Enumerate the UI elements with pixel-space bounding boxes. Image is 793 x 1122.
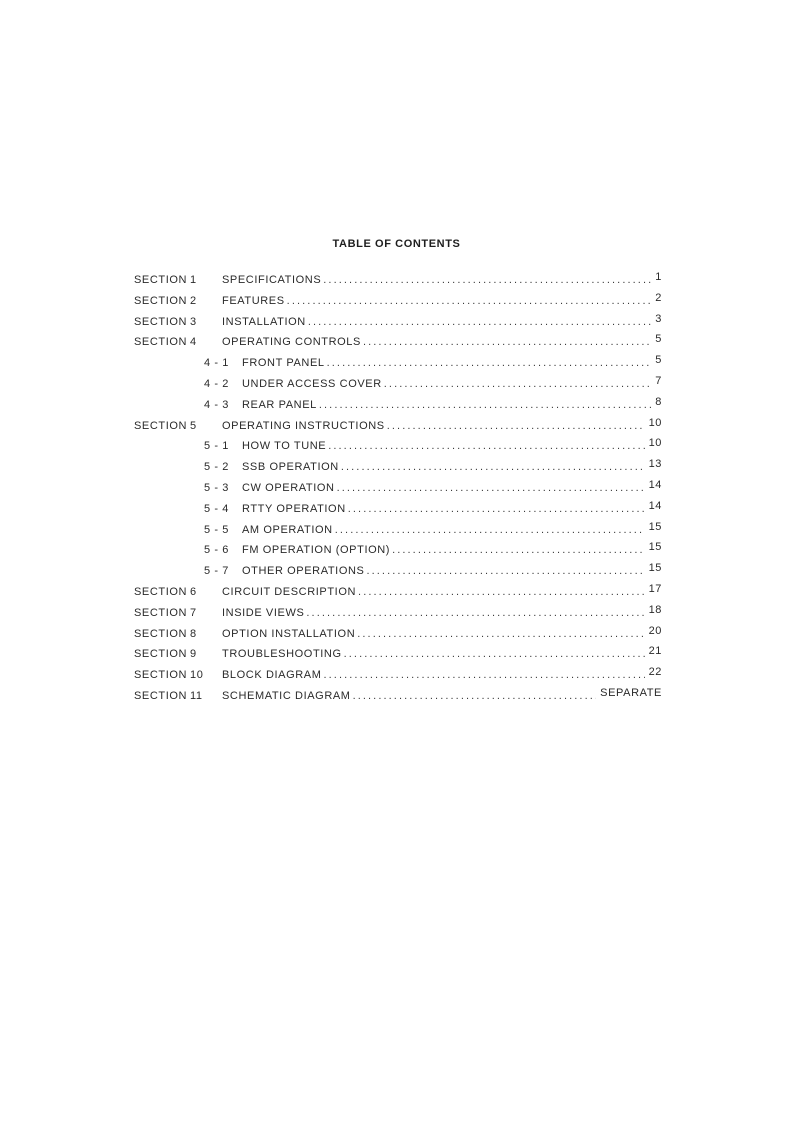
toc-dot-leader xyxy=(319,395,651,415)
toc-subsection-number: 5 - 7 xyxy=(204,565,230,578)
toc-entry xyxy=(134,540,662,561)
toc-page-number: 13 xyxy=(648,458,662,471)
toc-dot-leader xyxy=(392,540,645,560)
toc-section-number: 2 xyxy=(190,294,197,307)
toc-entry xyxy=(134,436,662,457)
toc-list xyxy=(134,270,662,707)
toc-entry-title: RTTY OPERATION xyxy=(242,502,346,515)
toc-page-number: SEPARATE xyxy=(600,686,662,699)
toc-dot-leader xyxy=(353,686,597,706)
toc-entry-title: HOW TO TUNE xyxy=(242,440,327,453)
toc-entry-line xyxy=(242,374,662,394)
toc-page-number: 20 xyxy=(648,624,662,637)
toc-dot-leader xyxy=(358,582,645,602)
toc-entry-title: OPERATING INSTRUCTIONS xyxy=(222,419,385,432)
toc-dot-leader xyxy=(363,332,651,352)
toc-section-number: 7 xyxy=(190,606,197,619)
toc-entry-title: SCHEMATIC DIAGRAM xyxy=(222,689,351,702)
toc-entry xyxy=(134,416,662,437)
toc-dot-leader xyxy=(366,561,644,581)
toc-entry-title: CIRCUIT DESCRIPTION xyxy=(222,585,357,598)
toc-entry-title: INSIDE VIEWS xyxy=(222,606,305,619)
toc-entry-line xyxy=(222,291,662,311)
toc-section-number: 3 xyxy=(190,315,197,328)
toc-section-number: 5 xyxy=(190,419,197,432)
toc-dot-leader xyxy=(328,436,644,456)
toc-dot-leader xyxy=(335,520,645,540)
toc-section-number: 8 xyxy=(190,627,197,640)
toc-entry xyxy=(134,665,662,686)
toc-entry-line xyxy=(242,540,662,560)
toc-dot-leader xyxy=(337,478,645,498)
toc-entry-title: REAR PANEL xyxy=(242,398,317,411)
toc-entry-line xyxy=(242,478,662,498)
toc-section-label: SECTION xyxy=(134,669,188,682)
toc-entry xyxy=(134,686,662,707)
toc-entry-title: CW OPERATION xyxy=(242,481,335,494)
toc-entry-title: AM OPERATION xyxy=(242,523,333,536)
toc-section-number: 1 xyxy=(190,274,197,286)
toc-entry-title: BLOCK DIAGRAM xyxy=(222,669,322,682)
toc-page-number: 15 xyxy=(648,562,662,575)
toc-subsection-number: 5 - 3 xyxy=(204,481,230,494)
toc-page-number: 17 xyxy=(648,582,662,595)
toc-page-number: 10 xyxy=(648,416,662,429)
toc-title: TABLE OF CONTENTS xyxy=(332,238,461,250)
toc-entry xyxy=(134,270,662,291)
toc-entry-line xyxy=(242,520,662,540)
toc-page-number: 21 xyxy=(648,645,662,658)
toc-section-label: SECTION xyxy=(134,648,188,661)
toc-page-number: 18 xyxy=(648,603,662,616)
toc-entry-line xyxy=(222,644,662,664)
toc-dot-leader xyxy=(341,457,645,477)
toc-dot-leader xyxy=(387,416,645,436)
toc-dot-leader xyxy=(327,353,652,373)
toc-dot-leader xyxy=(306,603,644,623)
toc-dot-leader xyxy=(384,374,652,394)
toc-entry-line xyxy=(242,499,662,519)
toc-section-label: SECTION xyxy=(134,419,188,432)
toc-entry-line xyxy=(222,582,662,602)
toc-entry-title: TROUBLESHOOTING xyxy=(222,648,342,661)
toc-entry-line xyxy=(242,353,662,373)
toc-entry xyxy=(134,582,662,603)
toc-entry-line xyxy=(242,457,662,477)
toc-dot-leader xyxy=(344,644,645,664)
toc-section-number: 9 xyxy=(190,648,197,661)
toc-section-label: SECTION xyxy=(134,274,188,286)
toc-entry xyxy=(134,561,662,582)
toc-section-label: SECTION xyxy=(134,585,188,598)
toc-dot-leader xyxy=(323,270,651,290)
toc-page-number: 14 xyxy=(648,478,662,491)
toc-entry-title: INSTALLATION xyxy=(222,315,306,328)
toc-entry xyxy=(134,624,662,645)
toc-entry-line xyxy=(222,270,662,290)
toc-entry-title: OPERATING CONTROLS xyxy=(222,336,361,349)
toc-entry xyxy=(134,520,662,541)
toc-section-number: 4 xyxy=(190,336,197,349)
toc-subsection-number: 4 - 2 xyxy=(204,377,230,390)
toc-entry-line xyxy=(222,686,662,706)
toc-dot-leader xyxy=(308,312,651,332)
toc-entry xyxy=(134,332,662,353)
toc-dot-leader xyxy=(287,291,652,311)
toc-entry-line xyxy=(222,312,662,332)
toc-subsection-number: 5 - 2 xyxy=(204,461,230,474)
toc-page-number: 10 xyxy=(648,437,662,450)
toc-section-label: SECTION xyxy=(134,689,188,702)
toc-subsection-number: 5 - 5 xyxy=(204,523,230,536)
toc-dot-leader xyxy=(357,624,644,644)
toc-section-number: 6 xyxy=(190,585,197,598)
toc-section-number: 10 xyxy=(190,669,204,682)
toc-section-label: SECTION xyxy=(134,336,188,349)
toc-entry xyxy=(134,478,662,499)
toc-entry-title: SSB OPERATION xyxy=(242,461,339,474)
toc-entry-line xyxy=(222,624,662,644)
toc-entry-title: SPECIFICATIONS xyxy=(222,274,322,286)
toc-dot-leader xyxy=(348,499,645,519)
toc-entry xyxy=(134,457,662,478)
toc-entry-title: OTHER OPERATIONS xyxy=(242,565,365,578)
toc-section-label: SECTION xyxy=(134,315,188,328)
toc-section-label: SECTION xyxy=(134,606,188,619)
toc-entry-title: FRONT PANEL xyxy=(242,357,325,370)
toc-entry-line xyxy=(222,603,662,623)
toc-entry xyxy=(134,644,662,665)
toc-entry-line xyxy=(242,561,662,581)
toc-entry-line xyxy=(242,436,662,456)
toc-entry xyxy=(134,603,662,624)
toc-page-number: 2 xyxy=(655,291,662,304)
toc-entry-title: FEATURES xyxy=(222,294,285,307)
toc-entry xyxy=(134,291,662,312)
toc-entry-line xyxy=(222,416,662,436)
toc-page-number: 5 xyxy=(655,354,662,367)
toc-entry xyxy=(134,312,662,333)
toc-entry xyxy=(134,353,662,374)
toc-page-number: 3 xyxy=(655,312,662,325)
toc-subsection-number: 5 - 4 xyxy=(204,502,230,515)
toc-subsection-number: 4 - 1 xyxy=(204,357,230,370)
toc-entry xyxy=(134,499,662,520)
toc-entry-line xyxy=(242,395,662,415)
toc-entry-title: OPTION INSTALLATION xyxy=(222,627,356,640)
toc-page-number: 15 xyxy=(648,541,662,554)
toc-section-number: 11 xyxy=(190,689,203,702)
toc-entry-line xyxy=(222,332,662,352)
toc-section-label: SECTION xyxy=(134,294,188,307)
toc-subsection-number: 5 - 6 xyxy=(204,544,230,557)
toc-entry-title: UNDER ACCESS COVER xyxy=(242,377,382,390)
toc-subsection-number: 4 - 3 xyxy=(204,398,230,411)
toc-page-number: 1 xyxy=(655,271,662,283)
toc-entry-title: FM OPERATION (OPTION) xyxy=(242,544,391,557)
toc-page-number: 8 xyxy=(655,395,662,408)
toc-entry xyxy=(134,395,662,416)
toc-page-number: 15 xyxy=(648,520,662,533)
toc-page-number: 5 xyxy=(655,333,662,346)
toc-entry xyxy=(134,374,662,395)
toc-subsection-number: 5 - 1 xyxy=(204,440,230,453)
toc-page-number: 7 xyxy=(655,374,662,387)
toc-section-label: SECTION xyxy=(134,627,188,640)
toc-page-number: 22 xyxy=(648,666,662,679)
toc-page-number: 14 xyxy=(648,499,662,512)
